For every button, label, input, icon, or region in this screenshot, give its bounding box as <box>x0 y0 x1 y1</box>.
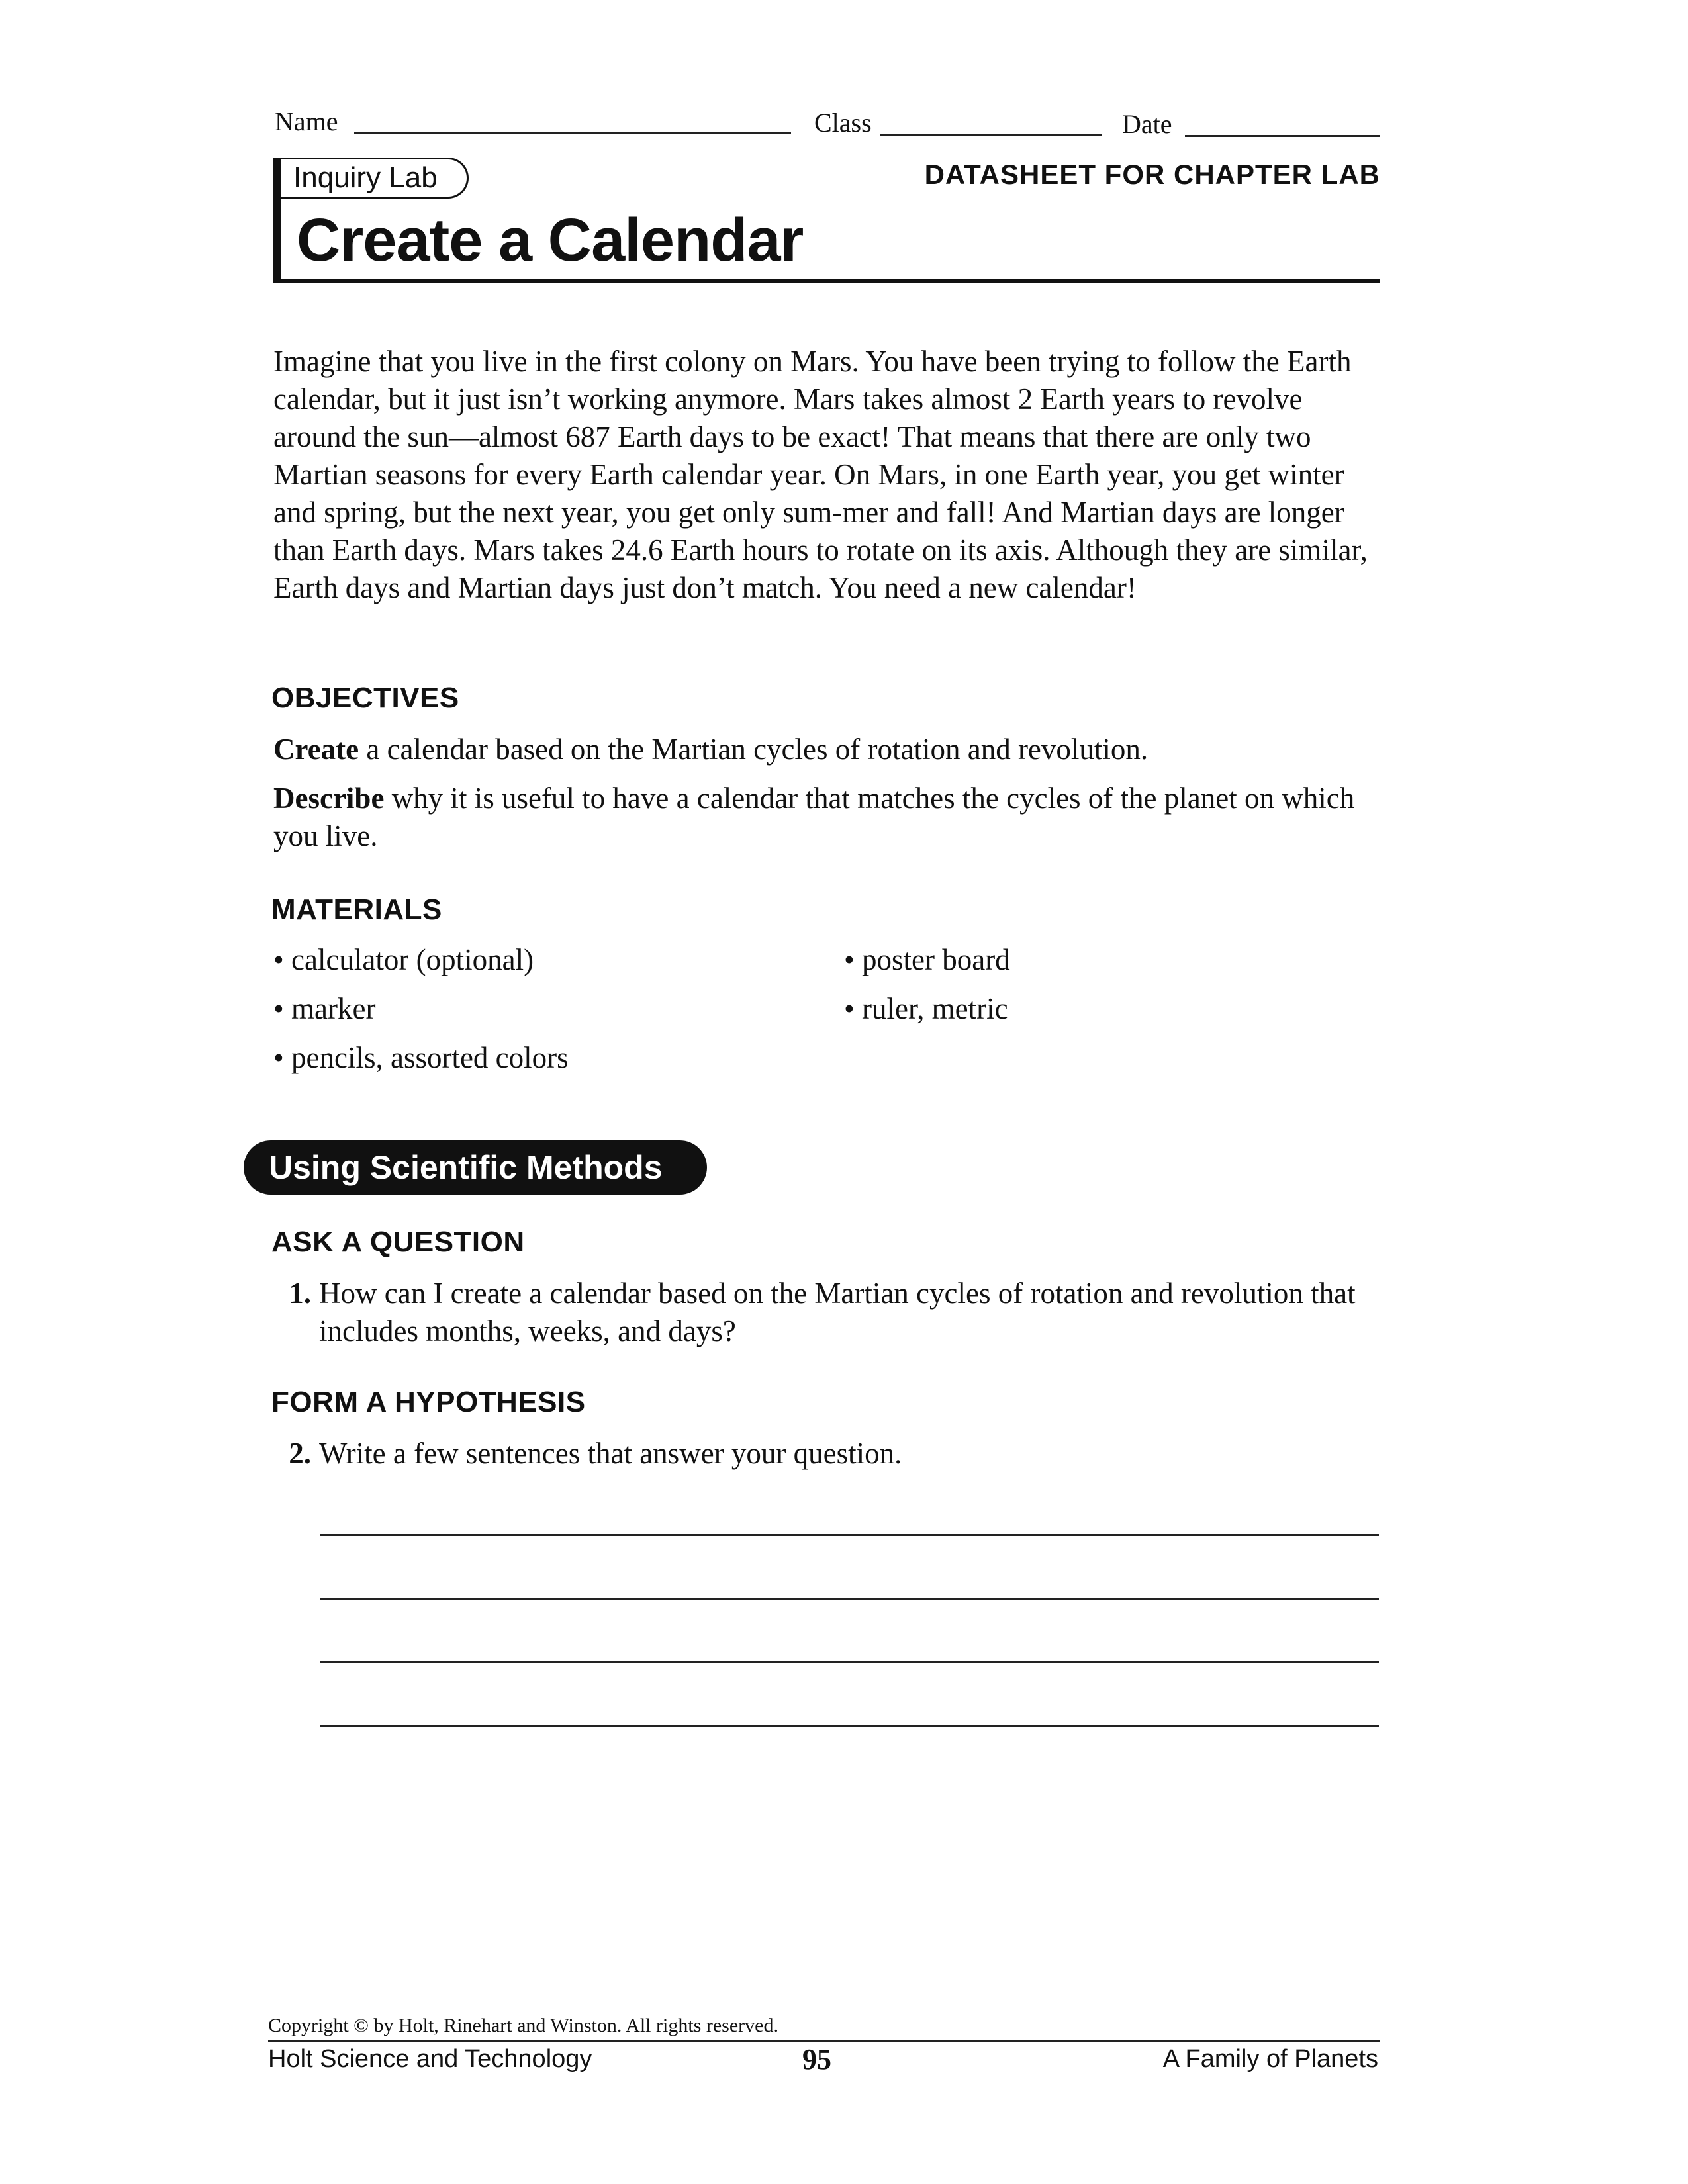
material-item: • ruler, metric <box>844 992 1008 1025</box>
objective-verb: Create <box>273 733 359 766</box>
material-item: • marker <box>273 992 376 1025</box>
class-field[interactable] <box>880 134 1102 136</box>
question-text: How can I create a calendar based on the Martian cycles of rotation and revolution that includes months, weeks, and days? <box>319 1277 1356 1347</box>
intro-paragraph: Imagine that you live in the first colony on Mars. You have been trying to follow the Earth calendar, but it just isn’t working anymore. Mars takes almost 2 Earth years to revolve around the sun—almost 687 Earth days to be exact! That means that there are only two Martian seasons for every Earth calendar year. On Mars, in one Earth year, you get winter and spring, but the next year, you get only sum-mer and fall! And Martian days are longer than Earth days. Mars takes 24.6 Earth hours to rotate on its axis. Although they are similar, Earth days and Martian days just don’t match. You need a new calendar! <box>273 345 1368 604</box>
page-number: 95 <box>802 2043 831 2075</box>
inquiry-lab-tag: Inquiry Lab <box>273 158 469 199</box>
question-number: 2. <box>289 1437 311 1470</box>
answer-line[interactable] <box>320 1598 1379 1600</box>
question-text: Write a few sentences that answer your question. <box>319 1437 902 1470</box>
answer-line[interactable] <box>320 1534 1379 1536</box>
footer-book-title: Holt Science and Technology <box>268 2045 592 2073</box>
question-number: 1. <box>289 1277 311 1310</box>
date-label: Date <box>1122 109 1172 139</box>
copyright-notice: Copyright © by Holt, Rinehart and Winston. All rights reserved. <box>268 2015 778 2036</box>
objective-describe <box>273 780 1385 855</box>
methods-banner: Using Scientific Methods <box>244 1140 707 1195</box>
objective-verb: Describe <box>273 782 385 815</box>
title-divider <box>273 279 1380 283</box>
materials-heading: MATERIALS <box>271 893 442 926</box>
datasheet-label: DATASHEET FOR CHAPTER LAB <box>924 159 1380 190</box>
footer-chapter-title: A Family of Planets <box>1162 2045 1378 2073</box>
class-label: Class <box>814 108 872 138</box>
name-field[interactable] <box>354 132 791 134</box>
hypothesis-heading: FORM A HYPOTHESIS <box>271 1386 586 1418</box>
answer-line[interactable] <box>320 1661 1379 1663</box>
objective-text: why it is useful to have a calendar that matches the cycles of the planet on which you live. <box>273 782 1355 852</box>
page-title: Create a Calendar <box>297 206 804 274</box>
objective-text: a calendar based on the Martian cycles of rotation and revolution. <box>359 733 1149 766</box>
material-item: • poster board <box>844 943 1010 976</box>
objective-create <box>273 731 1385 768</box>
answer-line[interactable] <box>320 1725 1379 1727</box>
objectives-heading: OBJECTIVES <box>271 682 459 714</box>
material-item: • pencils, assorted colors <box>273 1041 569 1074</box>
name-label: Name <box>275 107 338 136</box>
date-field[interactable] <box>1185 135 1380 137</box>
ask-question-heading: ASK A QUESTION <box>271 1226 525 1258</box>
material-item: • calculator (optional) <box>273 943 534 976</box>
